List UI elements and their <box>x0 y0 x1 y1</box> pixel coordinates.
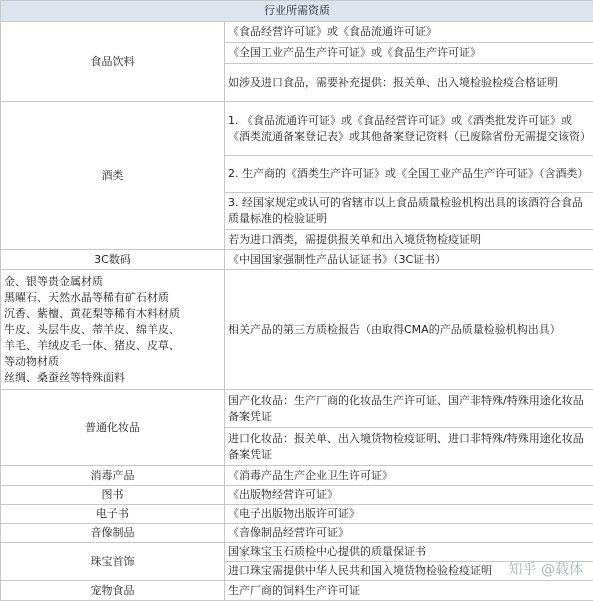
category-3c-digital: 3C数码 <box>1 250 225 270</box>
requirement-cell: 如涉及进口食品，需要补充提供：报关单、出入境检验检疫合格证明 <box>225 64 593 102</box>
requirement-cell: 相关产品的第三方质检报告（由取得CMA的产品质量检验机构出具） <box>225 270 593 390</box>
category-books: 图书 <box>1 486 225 505</box>
category-liquor: 酒类 <box>1 102 225 250</box>
category-line: 沉香、紫檀、黄花梨等稀有木料材质 <box>4 306 221 322</box>
category-line: 牛皮、头层牛皮、蒂羊皮、绵羊皮、 <box>4 322 221 338</box>
requirement-cell: 《全国工业产品生产许可证》或《食品生产许可证》 <box>225 43 593 64</box>
requirement-cell: 1. 《食品流通许可证》或《食品经营许可证》或《酒类批发许可证》或《酒类流通备案登记表》或其他备案登记资料（已废除省份无需提交该资） <box>225 102 593 156</box>
category-disinfection: 消毒产品 <box>1 466 225 486</box>
watermark: 知乎 @载体 <box>509 559 583 579</box>
requirement-cell: 《消毒产品生产企业卫生许可证》 <box>225 466 593 486</box>
category-line: 等动物材质 <box>4 354 221 370</box>
category-audio-video: 音像制品 <box>1 524 225 543</box>
category-line: 黑曜石、天然水晶等稀有矿石材质 <box>4 290 221 306</box>
category-ebooks: 电子书 <box>1 505 225 524</box>
requirement-cell: 进口化妆品：报关单、出入境货物检疫证明、进口非特殊/特殊用途化妆品备案凭证 <box>225 428 593 466</box>
requirement-cell: 国家珠宝玉石质检中心提供的质量保证书 <box>225 543 593 562</box>
requirement-cell: 生产厂商的饲料生产许可证 <box>225 581 593 601</box>
category-jewelry: 珠宝首饰 <box>1 543 225 581</box>
requirement-cell: 若为进口酒类，需提供报关单和出入境货物检疫证明 <box>225 230 593 250</box>
requirement-cell: 《出版物经营许可证》 <box>225 486 593 505</box>
requirement-cell: 2. 生产商的《酒类生产许可证》或《全国工业产品生产许可证》（含酒类） <box>225 156 593 193</box>
category-food-beverage: 食品饮料 <box>1 22 225 102</box>
requirement-cell: 国产化妆品：生产厂商的化妆品生产许可证、国产非特殊/特殊用途化妆品备案凭证 <box>225 390 593 428</box>
requirement-cell: 3. 经国家规定或认可的省辖市以上食品质量检验机构出具的该酒符合食品质量标准的检验证明 <box>225 193 593 230</box>
category-pet-food: 宠物食品 <box>1 581 225 601</box>
requirement-cell: 《中国国家强制性产品认证证书》（3C证书） <box>225 250 593 270</box>
category-line: 金、银等贵金属材质 <box>4 274 221 290</box>
category-special-materials <box>1 270 225 390</box>
requirement-cell: 《食品经营许可证》或《食品流通许可证》 <box>225 22 593 43</box>
requirement-cell: 《电子出版物出版许可证》 <box>225 505 593 524</box>
category-line: 丝绸、桑蚕丝等特殊面料 <box>4 370 221 386</box>
requirement-cell: 进口珠宝需提供中华人民共和国入境货物检验检疫证明 <box>225 562 593 581</box>
category-line: 羊毛、羊绒皮毛一体、猪皮、皮草、 <box>4 338 221 354</box>
requirement-cell: 《音像制品经营许可证》 <box>225 524 593 543</box>
table-title: 行业所需资质 <box>1 1 593 22</box>
category-cosmetics: 普通化妆品 <box>1 390 225 466</box>
